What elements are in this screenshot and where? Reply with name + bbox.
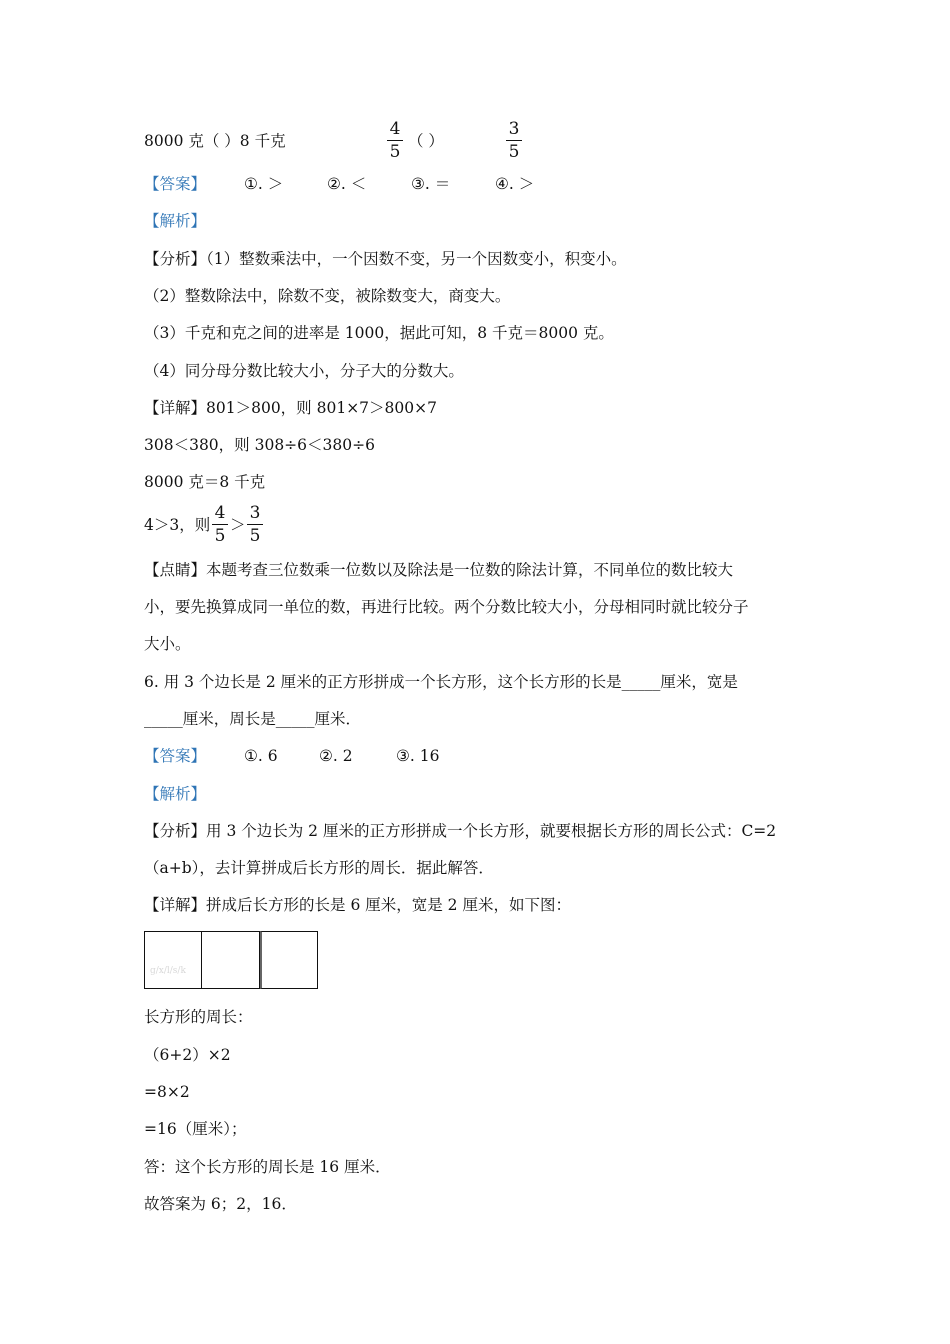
answer-item: ②. 2 [319,747,353,765]
comment-label: 【点睛】 [144,561,207,579]
jiexi-label: 【解析】 [144,212,207,230]
detail-text: 拼成后长方形的长是 6 厘米，宽是 2 厘米，如下图： [206,896,571,914]
square-1 [144,931,202,989]
fraction-numerator: 3 [508,119,520,139]
comment-line: 大小。 [144,635,191,653]
fraction-denominator: 5 [508,142,520,162]
answer-item: ①. 6 [244,747,278,765]
jiexi-label: 【解析】 [144,785,207,803]
answer-item: ②. ＜ [327,175,367,193]
fraction-4-5 [212,503,228,546]
figure-watermark: g/x/l/s/k [150,966,186,976]
detail-line [144,398,437,418]
detail-label: 【详解】 [144,896,207,914]
square-2 [202,931,260,989]
analysis-line [144,821,776,841]
solution-line: （6+2）×2 [144,1046,231,1064]
question-6-line: _____厘米，周长是_____厘米． [144,710,362,728]
detail-line: 308＜380，则 308÷6＜380÷6 [144,436,375,454]
analysis-label: 【分析】 [144,822,207,840]
square-3 [260,931,318,989]
fraction-numerator: 4 [389,119,401,139]
comment-line: 小，要先换算成同一单位的数，再进行比较。两个分数比较大小，分母相同时就比较分子 [144,598,749,616]
answer-label: 【答案】 [144,747,207,765]
fraction-bar [247,524,263,525]
fraction-3-5 [247,503,263,546]
q5-compare-paren: （ ） [408,132,444,150]
comment-text: 本题考查三位数乘一位数以及除法是一位数的除法计算，不同单位的数比较大 [206,561,734,579]
fraction-denominator: 5 [214,526,226,546]
analysis-text: 用 3 个边长为 2 厘米的正方形拼成一个长方形，就要根据长方形的周长公式：C=2 [206,822,777,840]
fraction-numerator: 3 [249,503,261,523]
fraction-bar [506,140,522,141]
analysis-line: （4）同分母分数比较大小，分子大的分数大。 [144,362,464,380]
fraction-4-5 [387,119,403,162]
analysis-line: （a+b），去计算拼成后长方形的周长．据此解答． [144,859,494,877]
analysis-label: 【分析】 [144,250,207,268]
q5-compare-row: 8000 克（ ）8 千克 [144,132,286,150]
analysis-line [144,249,627,269]
detail-line: 8000 克＝8 千克 [144,473,266,491]
analysis-text: （1）整数乘法中，一个因数不变，另一个因数变小，积变小。 [206,250,627,268]
solution-line: =8×2 [144,1083,190,1101]
fraction-denominator: 5 [249,526,261,546]
comment-line [144,560,733,580]
solution-line: 长方形的周长： [144,1008,253,1026]
analysis-line: （3）千克和克之间的进率是 1000，据此可知，8 千克＝8000 克。 [144,324,614,342]
fraction-3-5 [506,119,522,162]
solution-line: 答：这个长方形的周长是 16 厘米． [144,1158,391,1176]
detail-text: 801＞800，则 801×7＞800×7 [206,399,437,417]
analysis-line: （2）整数除法中，除数不变，被除数变大，商变大。 [144,287,511,305]
solution-line: =16（厘米）； [144,1120,247,1138]
fraction-denominator: 5 [389,142,401,162]
answer-item: ③. 16 [396,747,440,765]
question-6-line: 6. 用 3 个边长是 2 厘米的正方形拼成一个长方形，这个长方形的长是_____厘米，宽是 [144,673,738,691]
detail-fraction-prefix: 4＞3，则 [144,516,211,534]
detail-line [144,895,571,915]
fraction-bar [387,140,403,141]
answer-item: ③. ＝ [411,175,451,193]
detail-fraction-op: ＞ [230,516,246,534]
answer-item: ④. ＞ [495,175,535,193]
fraction-bar [212,524,228,525]
answer-item: ①. ＞ [244,175,284,193]
solution-line: 故答案为 6；2，16． [144,1195,297,1213]
answer-label: 【答案】 [144,175,207,193]
detail-label: 【详解】 [144,399,207,417]
fraction-numerator: 4 [214,503,226,523]
